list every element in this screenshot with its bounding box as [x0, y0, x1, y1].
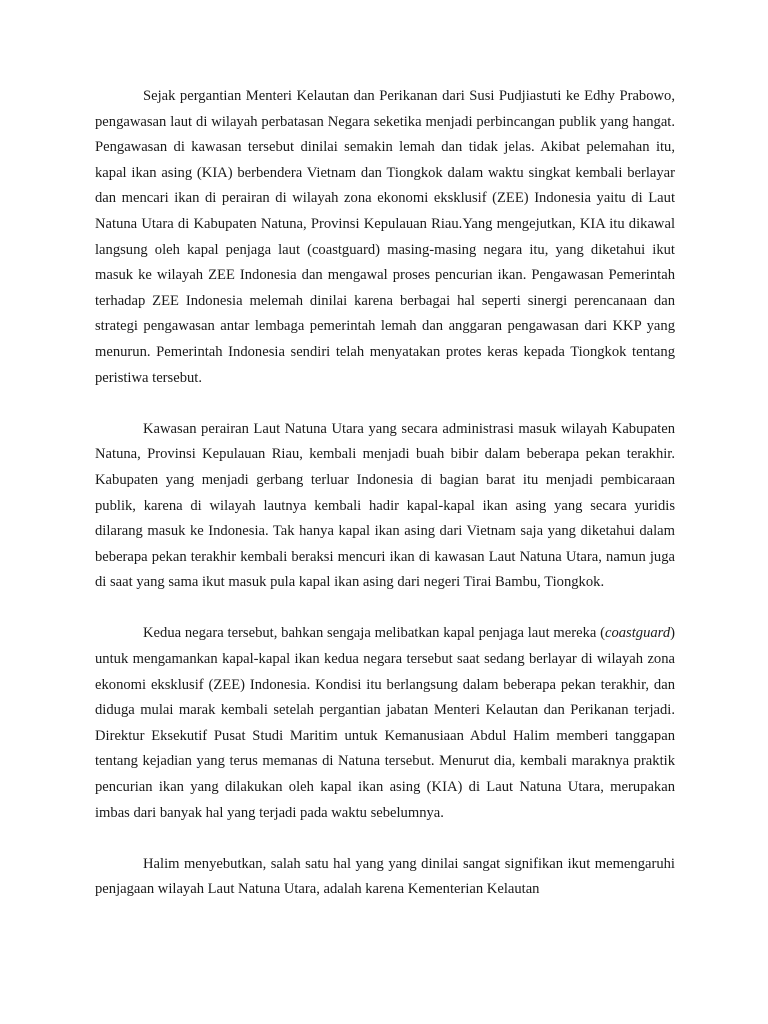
paragraph-2 [95, 417, 675, 596]
paragraph-4 [95, 852, 675, 903]
paragraph-4-text: Halim menyebutkan, salah satu hal yang yang dinilai sangat signifikan ikut memengaruhi penjagaan wilayah Laut Natuna Utara, adalah karena Kementerian Kelautan [95, 855, 675, 898]
paragraph-3-italic-term: coastguard [604, 625, 671, 642]
document-body [95, 84, 675, 929]
paragraph-3 [95, 621, 675, 826]
paragraph-1-text: Sejak pergantian Menteri Kelautan dan Perikanan dari Susi Pudjiastuti ke Edhy Prabowo, pengawasan laut di wilayah perbatasan Negara seketika menjadi perbincangan publik yang hangat. Pengawasan di kawasan tersebut dinilai semakin lemah dan tidak jelas. Akibat pelemahan itu, kapal ikan asing (KIA) berbendera Vietnam dan Tiongkok dalam waktu singkat kembali berlayar dan mencari ikan di perairan di wilayah zona ekonomi eksklusif (ZEE) Indonesia yaitu di Laut Natuna Utara di Kabupaten Natuna, Provinsi Kepulauan Riau.Yang mengejutkan, KIA itu dikawal langsung oleh kapal penjaga laut (coastguard) masing-masing negara itu, yang diketahui ikut masuk ke wilayah ZEE Indonesia dan mengawal proses pencurian ikan. Pengawasan Pemerintah terhadap ZEE Indonesia melemah dinilai karena berbagai hal seperti sinergi perencanaan dan strategi pengawasan antar lembaga pemerintah lemah dan anggaran pengawasan dari KKP yang menurun. Pemerintah Indonesia sendiri telah menyatakan protes keras kepada Tiongkok tentang peristiwa tersebut. [95, 88, 675, 386]
paragraph-2-text: Kawasan perairan Laut Natuna Utara yang secara administrasi masuk wilayah Kabupaten Natuna, Provinsi Kepulauan Riau, kembali menjadi buah bibir dalam beberapa pekan terakhir. Kabupaten yang menjadi gerbang terluar Indonesia di bagian barat itu menjadi pembicaraan publik, karena di wilayah lautnya kembali hadir kapal-kapal ikan asing yang secara yuridis dilarang masuk ke Indonesia. Tak hanya kapal ikan asing dari Vietnam saja yang diketahui dalam beberapa pekan terakhir kembali beraksi mencuri ikan di kawasan Laut Natuna Utara, namun juga di saat yang sama ikut masuk pula kapal ikan asing dari negeri Tirai Bambu, Tiongkok. [95, 420, 675, 591]
paragraph-3-text-end: ) untuk mengamankan kapal-kapal ikan kedua negara tersebut saat sedang berlayar di wilayah zona ekonomi eksklusif (ZEE) Indonesia. Kondisi itu berlangsung dalam beberapa pekan terakhir, dan diduga mulai marak kembali setelah pergantian jabatan Menteri Kelautan dan Perikanan terjadi. Direktur Eksekutif Pusat Studi Maritim untuk Kemanusiaan Abdul Halim memberi tanggapan tentang kejadian yang terus memanas di Natuna tersebut. Menurut dia, kembali maraknya praktik pencurian ikan yang dilakukan oleh kapal ikan asing (KIA) di Laut Natuna Utara, merupakan imbas dari banyak hal yang terjadi pada waktu sebelumnya. [95, 625, 675, 821]
paragraph-1 [95, 84, 675, 391]
paragraph-3-text-start: Kedua negara tersebut, bahkan sengaja melibatkan kapal penjaga laut mereka ( [143, 625, 605, 642]
